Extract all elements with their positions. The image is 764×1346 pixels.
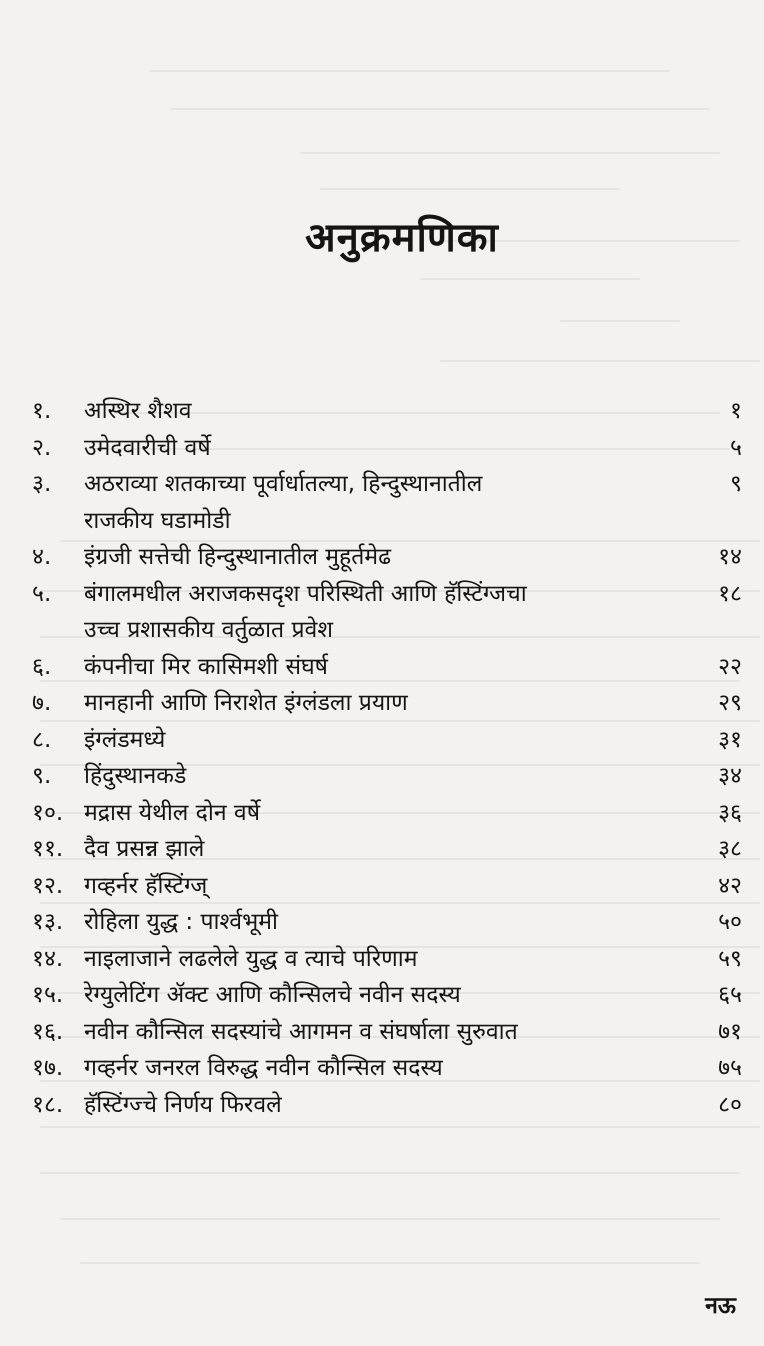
chapter-number: १७. bbox=[32, 1055, 64, 1081]
page-number: ५९ bbox=[718, 945, 742, 972]
chapter-title bbox=[84, 758, 682, 795]
chapter-number: ३. bbox=[32, 471, 52, 497]
page-number: १४ bbox=[718, 544, 742, 570]
chapter-title-line: दैव प्रसन्न झाले bbox=[84, 836, 205, 862]
page-folio: नऊ bbox=[705, 1293, 736, 1319]
page-number: ४२ bbox=[718, 872, 742, 899]
chapter-title-line: गव्हर्नर हॅस्टिंग्ज् bbox=[84, 872, 208, 899]
toc-entry bbox=[32, 1014, 742, 1051]
chapter-title bbox=[84, 576, 682, 649]
chapter-number: १०. bbox=[32, 799, 64, 826]
chapter-title-line: राजकीय घडामोडी bbox=[84, 507, 231, 534]
page-number: ३८ bbox=[718, 836, 742, 862]
chapter-title-line: बंगालमधील अराजकसदृश परिस्थिती आणि हॅस्टिंग्जचा bbox=[84, 580, 527, 607]
page-number: ६५ bbox=[718, 982, 742, 1008]
chapter-title bbox=[84, 904, 682, 941]
chapter-title bbox=[84, 831, 682, 868]
page-number: ३६ bbox=[718, 799, 742, 826]
toc-entry bbox=[32, 393, 742, 430]
chapter-title bbox=[84, 1014, 682, 1051]
chapter-title-line: मानहानी आणि निराशेत इंग्लंडला प्रयाण bbox=[84, 690, 408, 716]
chapter-number: ४. bbox=[32, 544, 52, 570]
chapter-number: ७. bbox=[32, 690, 52, 716]
toc-entry bbox=[32, 685, 742, 722]
page-number: २२ bbox=[718, 653, 742, 680]
chapter-number: ११. bbox=[32, 836, 64, 862]
chapter-number: १. bbox=[32, 398, 52, 424]
page-number: ५० bbox=[718, 909, 742, 935]
chapter-number: ९. bbox=[32, 763, 52, 789]
table-of-contents bbox=[32, 393, 742, 1123]
toc-entry bbox=[32, 977, 742, 1014]
chapter-title-line: हॅस्टिंग्ज्चे निर्णय फिरवले bbox=[84, 1091, 282, 1118]
chapter-title bbox=[84, 649, 682, 686]
chapter-title bbox=[84, 466, 682, 539]
toc-entry bbox=[32, 1050, 742, 1087]
toc-entry bbox=[32, 941, 742, 978]
chapter-title bbox=[84, 393, 682, 430]
chapter-title-line: मद्रास येथील दोन वर्षे bbox=[84, 799, 261, 826]
toc-entry bbox=[32, 758, 742, 795]
chapter-title-line: रेग्युलेटिंग ॲक्ट आणि कौन्सिलचे नवीन सदस्य bbox=[84, 982, 461, 1008]
page-number: १८ bbox=[718, 580, 742, 607]
chapter-title-line: अस्थिर शैशव bbox=[84, 398, 192, 424]
page-number: ३४ bbox=[718, 763, 742, 789]
chapter-number: १३. bbox=[32, 909, 64, 935]
chapter-title bbox=[84, 539, 682, 576]
chapter-title bbox=[84, 977, 682, 1014]
chapter-title bbox=[84, 1087, 682, 1124]
chapter-number: ६. bbox=[32, 653, 52, 680]
chapter-title-line: अठराव्या शतकाच्या पूर्वार्धातल्या, हिन्दुस्थानातील bbox=[84, 471, 483, 497]
page-number: ८० bbox=[718, 1091, 742, 1118]
toc-entry bbox=[32, 831, 742, 868]
toc-entry bbox=[32, 539, 742, 576]
chapter-title-line: उमेदवारीची वर्षे bbox=[84, 434, 211, 461]
chapter-title-line: नाइलाजाने लढलेले युद्ध व त्याचे परिणाम bbox=[84, 945, 418, 972]
chapter-title bbox=[84, 941, 682, 978]
chapter-number: ५. bbox=[32, 580, 52, 607]
chapter-number: ८. bbox=[32, 726, 52, 753]
chapter-title bbox=[84, 430, 682, 467]
chapter-number: १८. bbox=[32, 1091, 64, 1118]
toc-entry bbox=[32, 722, 742, 759]
chapter-title-line: गव्हर्नर जनरल विरुद्ध नवीन कौन्सिल सदस्य bbox=[84, 1055, 443, 1081]
page-number: १ bbox=[730, 398, 742, 424]
chapter-title bbox=[84, 722, 682, 759]
toc-entry bbox=[32, 430, 742, 467]
chapter-title-line: इंग्लंडमध्ये bbox=[84, 726, 166, 753]
toc-entry bbox=[32, 904, 742, 941]
page-number: ७१ bbox=[718, 1018, 742, 1045]
toc-entry bbox=[32, 1087, 742, 1124]
page-number: ३१ bbox=[718, 726, 742, 753]
toc-entry bbox=[32, 868, 742, 905]
chapter-title-line: इंग्रजी सत्तेची हिन्दुस्थानातील मुहूर्तमेढ bbox=[84, 544, 392, 570]
page-number: २९ bbox=[718, 690, 742, 716]
chapter-number: १४. bbox=[32, 945, 64, 972]
page-number: ९ bbox=[730, 471, 742, 497]
chapter-title-line: उच्च प्रशासकीय वर्तुळात प्रवेश bbox=[84, 617, 333, 643]
toc-entry bbox=[32, 649, 742, 686]
chapter-title-line: हिंदुस्थानकडे bbox=[84, 763, 187, 789]
toc-entry bbox=[32, 576, 742, 649]
chapter-number: १२. bbox=[32, 872, 64, 899]
chapter-title bbox=[84, 868, 682, 905]
toc-entry bbox=[32, 795, 742, 832]
chapter-title bbox=[84, 795, 682, 832]
chapter-title bbox=[84, 1050, 682, 1087]
page-title: अनुक्रमणिका bbox=[305, 215, 499, 261]
chapter-number: २. bbox=[32, 434, 52, 461]
chapter-number: १५. bbox=[32, 982, 64, 1008]
chapter-title bbox=[84, 685, 682, 722]
chapter-title-line: कंपनीचा मिर कासिमशी संघर्ष bbox=[84, 653, 328, 680]
chapter-title-line: नवीन कौन्सिल सदस्यांचे आगमन व संघर्षाला सुरुवात bbox=[84, 1018, 518, 1045]
page-number: ७५ bbox=[718, 1055, 742, 1081]
chapter-number: १६. bbox=[32, 1018, 64, 1045]
page-number: ५ bbox=[730, 434, 742, 461]
chapter-title-line: रोहिला युद्ध : पार्श्वभूमी bbox=[84, 909, 278, 935]
toc-entry bbox=[32, 466, 742, 539]
